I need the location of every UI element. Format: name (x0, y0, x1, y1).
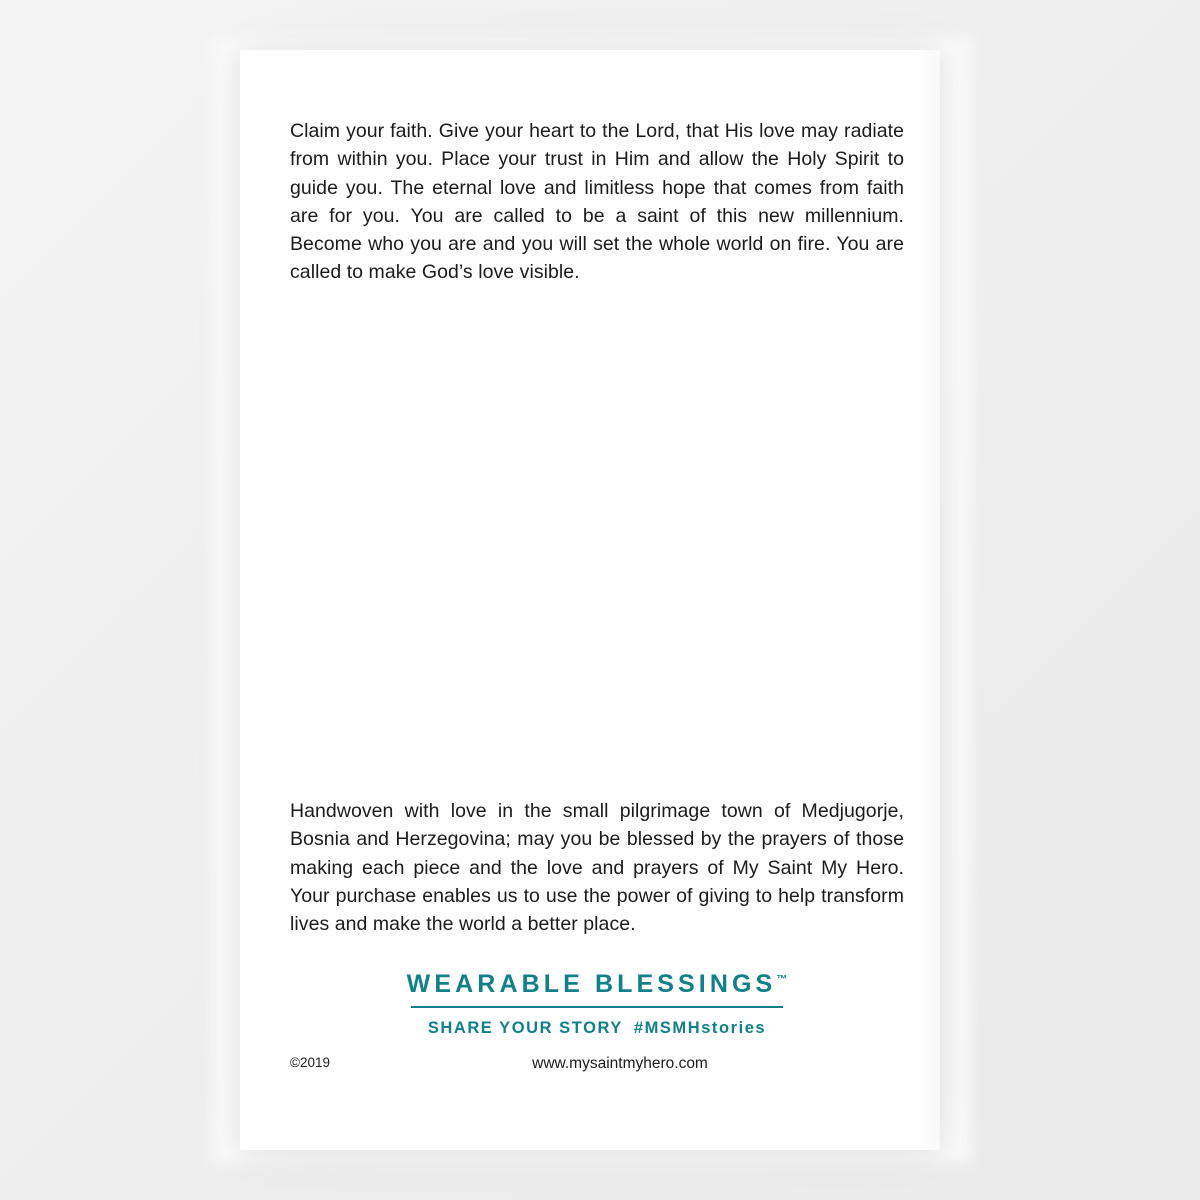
handwoven-paragraph: Handwoven with love in the small pilgrimage town of Medjugorje, Bosnia and Herzegovina; may you be blessed by the prayers of those making each piece and the love and prayers of My Saint My Hero. Your purchase enables us to use the power of giving to help transform lives and make the world a better place. (290, 800, 904, 936)
brand-title (407, 970, 788, 1006)
copyright-text: ©2019 (290, 1055, 330, 1070)
trademark-symbol: ™ (776, 973, 788, 986)
card-footer (290, 1055, 904, 1075)
tagline-hashtag: #MSMHstories (633, 1019, 767, 1037)
card-content (290, 50, 904, 1150)
inspirational-paragraph: Claim your faith. Give your heart to the Lord, that His love may radiate from within you. Place your trust in Him and allow the Holy Spirit to guide you. The eternal love and limitless hope that comes from faith are for you. You are called to be a saint of this new millennium. Become who you are and you will set the whole world on fire. You are called to make God’s love visible. (290, 120, 904, 284)
brand-block (290, 970, 904, 1038)
brand-tagline (290, 1019, 904, 1038)
website-url: www.mysaintmyhero.com (532, 1055, 708, 1072)
product-card (240, 50, 940, 1150)
tagline-share-your-story: SHARE YOUR STORY (427, 1019, 623, 1037)
brand-underline (411, 1006, 783, 1008)
brand-title-text: WEARABLE BLESSINGS (406, 970, 777, 998)
